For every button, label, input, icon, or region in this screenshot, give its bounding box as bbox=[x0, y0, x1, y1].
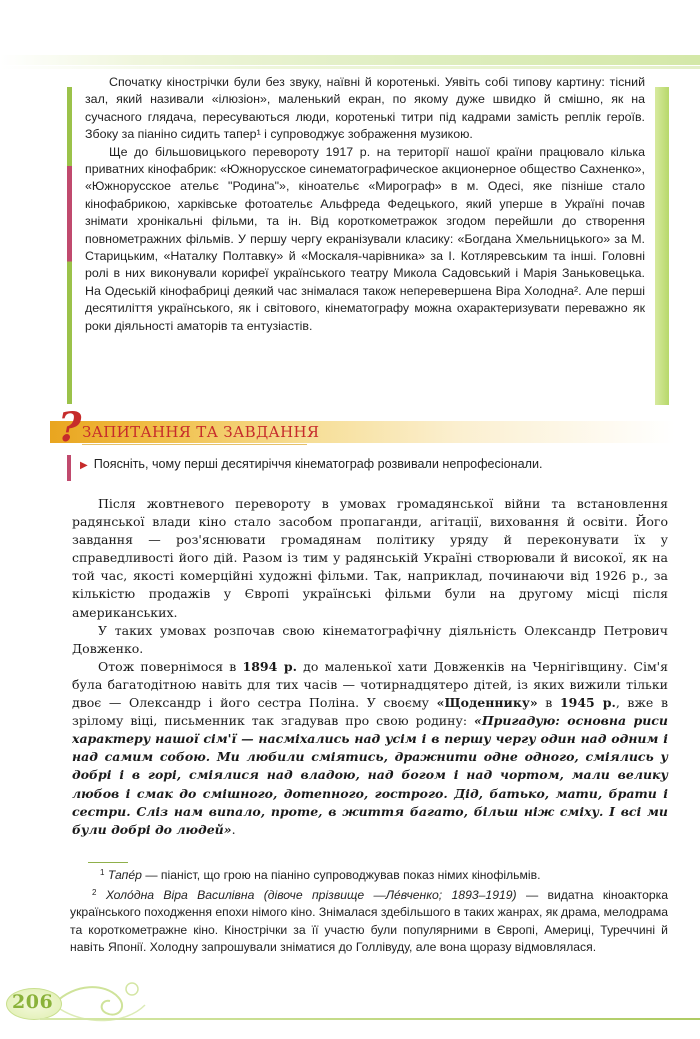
questions-heading-underline bbox=[82, 444, 307, 445]
text-run: Отож повернімося в bbox=[98, 658, 243, 674]
year-1945: 1945 р. bbox=[559, 695, 616, 711]
footnote-1-term: Тапе́р bbox=[107, 868, 142, 882]
footnote-1-number: 1 bbox=[100, 868, 105, 877]
main-paragraph-2: У таких умовах розпочав свою кінематографічну діяльність Олександр Петрович Довженко. bbox=[72, 622, 668, 656]
question-text: Поясніть, чому перші десятиріччя кінематограф розвивали непрофесіонали. bbox=[93, 457, 543, 471]
box-left-accent-bar bbox=[67, 87, 72, 404]
reading-box-paragraph-2: Ще до більшовицького перевороту 1917 р. на території нашої країни працювало кілька приватних кінофабрик: «Южнорусское синематографическое акционерное общество Сахненко», «Южнорусское ательє "Родина"», кіноательє «Мирограф» в м. Одесі, яке пізніше стало кінофабрикою, харківське фотоательє Альфреда Федецького, який уперше в Україні почав знімати хронікальні фільми, та ін. Від короткометражок згодом перейшли до створення повнометражних фільмів. У першу чергу екранізували класику: «Богдана Хмельницького» за М. Старицьким, «Наталку Полтавку» й «Москаля-чарівника» за І. Котляревським та інші. Головні ролі в них виконували корифеї українського театру Микола Садовський і Марія Заньковецька. На Одеській кінофабриці деякий час знімалася також неперевершена Віра Холодна². Але перші десятиліття українського, як і світового, кінематографу можна охарактеризувати переважно як роки діяльності аматорів та ентузіастів. bbox=[85, 144, 645, 333]
year-1894: 1894 р. bbox=[242, 658, 297, 674]
main-paragraph-3 bbox=[72, 658, 668, 839]
text-run: , вже в зрілому віці, письменник так згадував про свою родину: bbox=[72, 695, 668, 729]
footnote-2-number: 2 bbox=[92, 888, 97, 898]
question-accent-bar bbox=[67, 455, 71, 481]
footnote-1 bbox=[70, 864, 668, 884]
text-run: в bbox=[537, 695, 560, 711]
main-paragraph-1: Після жовтневого перевороту в умовах громадянської війни та встановлення радянської влади кіно стало засобом пропаганди, агітації, виховання й освіти. Його завдання — роз'яснювати громадянам політику уряду й переконувати їх у справедливості його дій. Разом із тим у радянській Україні створювали й високої, як на той час, якості комерційні художні фільми. Так, наприклад, починаючи від 1926 р., за кількістю продажів у Європі українські фільми були на другому місці після американських. bbox=[72, 496, 668, 620]
page-number: 206 bbox=[12, 991, 54, 1013]
footnote-1-text: — піаніст, що грою на піаніно супроводжував показ німих кінофільмів. bbox=[141, 868, 541, 882]
question-mark-icon: ? bbox=[58, 404, 82, 451]
questions-heading: ЗАПИТАННЯ ТА ЗАВДАННЯ bbox=[82, 423, 320, 441]
footnote-2-text: — видатна кіноакторка українського походження епохи німого кіно. Знімалася здебільшого в таких жанрах, як драма, мелодрама та короткометражне кіно. Кінострічки за її участю були популярними в Європі, Америці, Туреччині й навіть Японії. Холодну запрошували зніматися до Голлівуду, але вона щоразу відмовлялася. bbox=[70, 888, 669, 954]
text-run: до маленької хати Довженків на Чернігівщину. Сім'я була багатодітною навіть для тих часів — чотирнадцятеро дітей, із яких вижили тільки двоє — Олександр і його сестра Поліна. У своєму bbox=[72, 658, 668, 711]
top-decorative-stripe-thin bbox=[0, 66, 700, 69]
footnote-2-parenthetical: (дівоче прізвище —Ле́вченко; 1893–1919) bbox=[254, 888, 517, 903]
footnote-separator bbox=[88, 862, 128, 863]
top-decorative-stripe bbox=[0, 55, 700, 65]
question-item bbox=[80, 456, 543, 474]
triangle-bullet-icon: ▶ bbox=[80, 460, 88, 471]
footnotes bbox=[70, 864, 668, 956]
text-run: . bbox=[231, 821, 236, 837]
footnote-2 bbox=[70, 884, 668, 956]
dovzhenko-quote: «Пригадую: основна риси характеру нашої сім'ї — насміхались над усім і в першу чергу один над одним і над самим собою. Ми любили сміятись, дражнити одне одного, сміялись у добрі і в горі, сміялися над владою, над богом і над чортом, мали велику любов і смак до смішного, дотепного, гострого. Дід, батько, мати, брати і сестри. Сліз нам випало, проте, в життя багато, більш ніж сміху. І всі ми були добрі до людей» bbox=[72, 713, 668, 837]
reading-box-paragraph-1: Спочатку кінострічки були без звуку, наївні й коротенькі. Уявіть собі типову картину: тісний зал, який називали «ілюзіон», маленький екран, по якому дуже швидко й смішно, як на сучасного глядача, пересуваються люди, коротенькі титри під кадрами замість реплік героїв. Збоку за піаніно сидить тапер¹ і супроводжує зображення музикою. bbox=[85, 75, 645, 142]
box-right-accent-bar bbox=[655, 87, 669, 405]
diary-title: «Щоденнику» bbox=[436, 695, 538, 711]
bottom-rule bbox=[40, 1018, 700, 1020]
footnote-2-term: Холо́дна Віра Василівна bbox=[105, 888, 255, 903]
reading-box bbox=[85, 74, 645, 335]
main-text bbox=[72, 495, 668, 839]
